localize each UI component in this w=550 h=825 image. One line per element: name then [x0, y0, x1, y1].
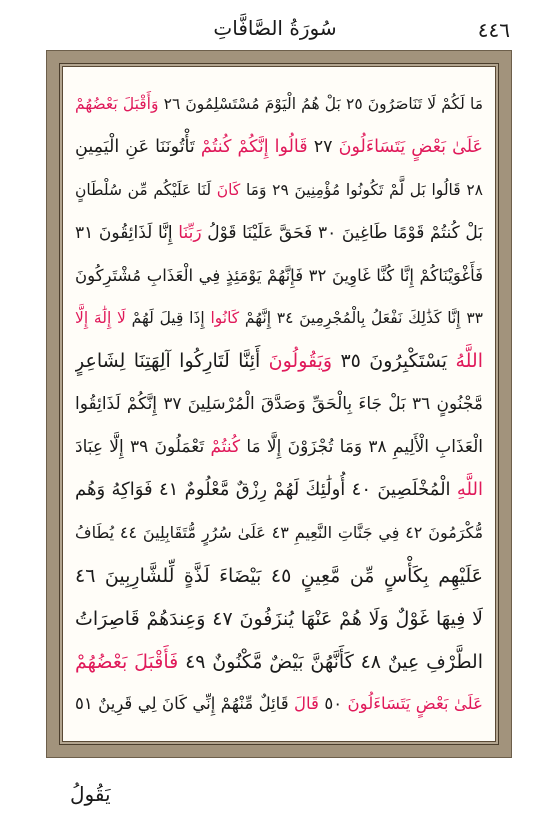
verse-text: الْعَذَابِ الْأَلِيمِ ٣٨ وَمَا تُجْزَوْنَ إِلَّا مَا [240, 437, 483, 458]
verse-text: عَلَيْهِم بِكَأْسٍ مِّن مَّعِينٍ ٤٥ بَيْضَاءَ لَذَّةٍ لِّلشَّارِبِينَ ٤٦ [75, 564, 483, 587]
verse-text: إِنَّا لَذَائِقُونَ ٣١ [75, 222, 179, 243]
highlighted-word: عَلَىٰ بَعْضٍ يَتَسَاءَلُونَ [338, 136, 483, 157]
verse-line [75, 169, 483, 212]
catchword: يَقُولُ [70, 782, 111, 806]
verse-line [75, 340, 483, 383]
verse-line [75, 469, 483, 512]
highlighted-word: عَلَىٰ بَعْضٍ يَتَسَاءَلُونَ [347, 694, 483, 714]
verse-text: لَا فِيهَا غَوْلٌ وَلَا هُمْ عَنْهَا يُنزَفُونَ ٤٧ وَعِندَهُمْ قَاصِرَاتُ [75, 607, 483, 630]
verse-line [75, 212, 483, 255]
highlighted-word: كَانُوا [210, 309, 240, 328]
verse-text: تَعْمَلُونَ ٣٩ إِلَّا عِبَادَ [75, 437, 211, 458]
highlighted-word: قَالُوا إِنَّكُمْ كُنتُمْ [200, 136, 308, 157]
page-border-inner [59, 63, 499, 745]
highlighted-word: كَانَ [216, 180, 241, 199]
verse-line [75, 555, 483, 598]
highlighted-word: قَالَ [294, 694, 319, 714]
highlighted-word: اللَّهُ [455, 350, 483, 373]
verse-text: الْمُخْلَصِينَ ٤٠ أُولَٰئِكَ لَهُمْ رِزْقٌ مَّعْلُومٌ ٤١ فَوَاكِهُ وَهُم [75, 479, 457, 501]
verse-text: يَسْتَكْبِرُونَ ٣٥ [332, 350, 456, 373]
verse-line [75, 83, 483, 126]
verse-text: ٥٠ [318, 694, 348, 714]
verse-text: ٢٧ [307, 136, 339, 157]
surah-title: سُورَةُ الصَّافَّاتِ [213, 16, 337, 40]
page-header [40, 14, 510, 44]
highlighted-word: لَا إِلَٰهَ إِلَّا [75, 309, 126, 328]
verse-text: مَّجْنُونٍ ٣٦ بَلْ جَاءَ بِالْحَقِّ وَصَدَّقَ الْمُرْسَلِينَ ٣٧ إِنَّكُمْ لَذَائِقُوا [75, 394, 483, 415]
verse-line [75, 683, 483, 726]
highlighted-word: رَبِّنَا [178, 222, 202, 243]
highlighted-word: وَأَقْبَلَ بَعْضُهُمْ [75, 95, 159, 113]
highlighted-word: كُنتُمْ [210, 437, 241, 458]
highlighted-word: وَيَقُولُونَ [268, 350, 333, 373]
verse-lines [75, 83, 483, 726]
verse-line [75, 126, 483, 169]
verse-text: ٢٨ قَالُوا بَل لَّمْ تَكُونُوا مُؤْمِنِينَ ٢٩ وَمَا [240, 180, 483, 199]
verse-text: الطَّرْفِ عِينٌ ٤٨ كَأَنَّهُنَّ بَيْضٌ مَّكْنُونٌ ٤٩ [178, 650, 483, 673]
highlighted-word: اللَّهِ [456, 479, 483, 501]
page-border-frame [46, 50, 512, 758]
verse-text: أَئِنَّا لَتَارِكُوا آلِهَتِنَا لِشَاعِرٍ [75, 350, 269, 373]
verse-line [75, 426, 483, 469]
verse-text: إِذَا قِيلَ لَهُمْ [125, 309, 211, 328]
verse-text: لَنَا عَلَيْكُم مِّن سُلْطَانٍ [75, 180, 217, 199]
highlighted-word: فَأَقْبَلَ بَعْضُهُمْ [75, 650, 179, 673]
verse-line [75, 255, 483, 298]
verse-text: تَأْتُونَنَا عَنِ الْيَمِينِ [75, 136, 201, 157]
text-area [62, 66, 496, 742]
verse-text: مُّكْرَمُونَ ٤٢ فِي جَنَّاتِ النَّعِيمِ ٤٣ عَلَىٰ سُرُرٍ مُّتَقَابِلِينَ ٤٤ يُطَافُ [75, 522, 483, 542]
verse-line [75, 297, 483, 340]
verse-text: مَا لَكُمْ لَا تَنَاصَرُونَ ٢٥ بَلْ هُمُ الْيَوْمَ مُسْتَسْلِمُونَ ٢٦ [158, 95, 483, 113]
verse-line [75, 383, 483, 426]
verse-line [75, 598, 483, 641]
page-number: ٤٤٦ [477, 18, 510, 42]
verse-text: فَأَغْوَيْنَاكُمْ إِنَّا كُنَّا غَاوِينَ ٣٢ فَإِنَّهُمْ يَوْمَئِذٍ فِي الْعَذَابِ مُشْتَرِكُونَ [75, 265, 483, 285]
verse-line [75, 512, 483, 555]
verse-text: بَلْ كُنتُمْ قَوْمًا طَاغِينَ ٣٠ فَحَقَّ عَلَيْنَا قَوْلُ [201, 222, 483, 243]
verse-line [75, 641, 483, 684]
verse-text: قَائِلٌ مِّنْهُمْ إِنِّي كَانَ لِي قَرِينٌ ٥١ [75, 694, 295, 714]
verse-text: ٣٣ إِنَّا كَذَٰلِكَ نَفْعَلُ بِالْمُجْرِمِينَ ٣٤ إِنَّهُمْ [239, 309, 483, 328]
